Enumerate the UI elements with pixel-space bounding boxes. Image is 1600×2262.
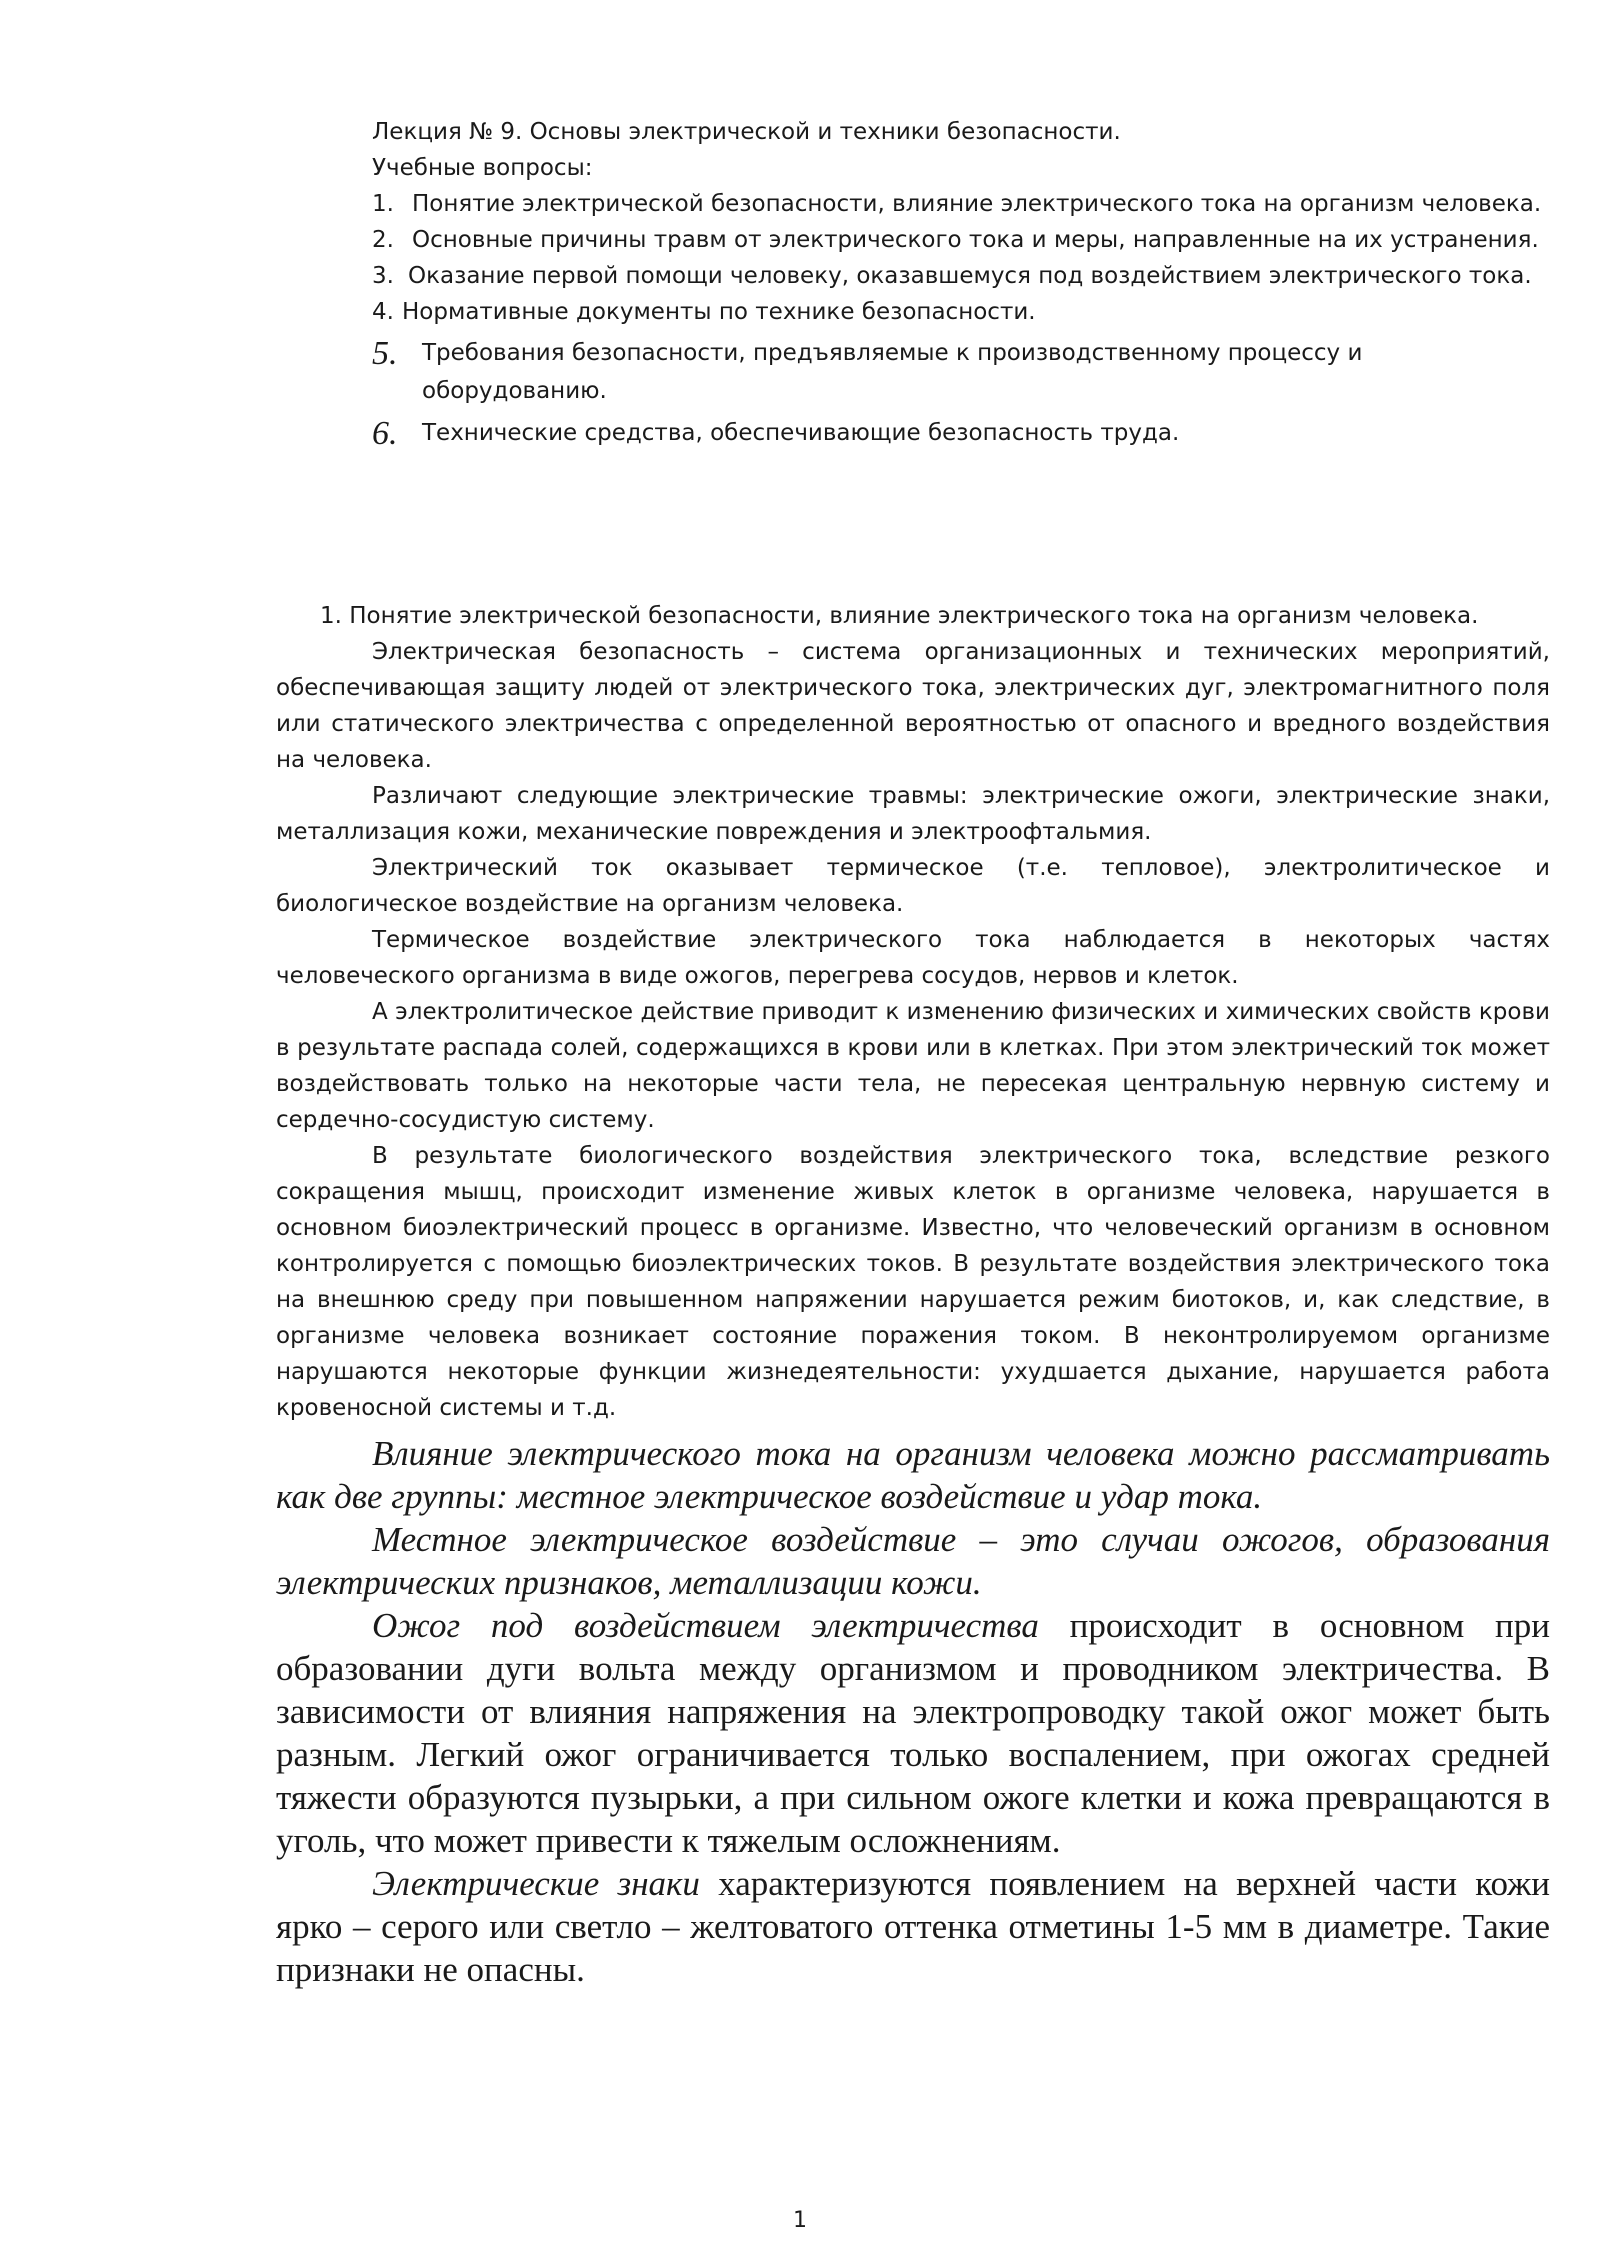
paragraph: Различают следующие электрические травмы: электрические ожоги, электрические знаки, металлизация кожи, механические повреждения и электроофтальмия.: [276, 783, 1550, 845]
paragraph: А электролитическое действие приводит к изменению физических и химических свойств крови в результате распада солей, содержащихся в крови или в клетках. При этом электрический ток может воздействовать только на некоторые части тела, не пересекая центральную нервную систему и сердечно-сосудистую систему.: [276, 999, 1550, 1133]
question-number: 3.: [372, 263, 394, 289]
impact-section: [276, 1432, 1550, 1991]
paragraph: Электрический ток оказывает термическое (т.е. тепловое), электролитическое и биологическое воздействие на организм человека.: [276, 855, 1550, 917]
question-item: [372, 186, 1550, 222]
lecture-title: Лекция № 9. Основы электрической и техники безопасности.: [372, 119, 1121, 145]
question-number: 5.: [372, 335, 398, 372]
section-body: [276, 598, 1550, 1426]
question-number: 4.: [372, 299, 394, 325]
question-text: Оказание первой помощи человеку, оказавшемуся под воздействием электрического тока.: [408, 263, 1532, 289]
question-item: [372, 414, 1550, 454]
question-number: 6.: [372, 415, 398, 452]
question-text: Нормативные документы по технике безопасности.: [402, 299, 1036, 325]
paragraph: Термическое воздействие электрического тока наблюдается в некоторых частях человеческого организма в виде ожогов, перегрева сосудов, нервов и клеток.: [276, 927, 1550, 989]
question-item: [372, 222, 1550, 258]
signs-term: Электрические знаки: [372, 1864, 700, 1903]
question-text: Основные причины травм от электрического тока и меры, направленные на их устранения.: [412, 227, 1539, 253]
lecture-header: [372, 114, 1550, 454]
question-text: Требования безопасности, предъявляемые к производственному процессу и оборудованию.: [422, 340, 1363, 404]
burn-term: Ожог под воздействием электричества: [372, 1606, 1039, 1645]
section-title: 1. Понятие электрической безопасности, влияние электрического тока на организм человека.: [320, 603, 1479, 629]
page-number: 1: [793, 2208, 807, 2233]
questions-label: Учебные вопросы:: [372, 155, 593, 181]
paragraph: В результате биологического воздействия электрического тока, вследствие резкого сокращения мышц, происходит изменение живых клеток в организме человека, нарушается в основном биоэлектрический процесс в организме. Известно, что человеческий организм в основном контролируется с помощью биоэлектрических токов. В результате воздействия электрического тока на внешнюю среду при повышенном напряжении нарушается режим биотоков, и, как следствие, в организме человека возникает состояние поражения током. В неконтролируемом организме нарушаются некоторые функции жизнедеятельности: ухудшается дыхание, нарушается работа кровеносной системы и т.д.: [276, 1143, 1550, 1421]
question-number: 2.: [372, 227, 394, 253]
question-item: [372, 294, 1550, 330]
question-text: Понятие электрической безопасности, влияние электрического тока на организм человека.: [412, 191, 1542, 217]
question-item: [372, 258, 1550, 294]
signs-paragraph: [276, 1862, 1550, 1991]
burn-text: происходит в основном при образовании дуги вольта между организмом и проводником электричества. В зависимости от влияния напряжения на электропроводку такой ожог может быть разным. Легкий ожог ограничивается только воспалением, при ожогах средней тяжести образуются пузырьки, а при сильном ожоге клетки и кожа превращаются в уголь, что может привести к тяжелым осложнениям.: [276, 1606, 1550, 1860]
italic-paragraph: Местное электрическое воздействие – это случаи ожогов, образования электрических признаков, металлизации кожи.: [276, 1520, 1550, 1602]
italic-paragraph: Влияние электрического тока на организм человека можно рассматривать как две группы: местное электрическое воздействие и удар тока.: [276, 1434, 1550, 1516]
burn-paragraph: [276, 1604, 1550, 1862]
paragraph: Электрическая безопасность – система организационных и технических мероприятий, обеспечивающая защиту людей от электрического тока, электрических дуг, электромагнитного поля или статического электричества с определенной вероятностью от опасного и вредного воздействия на человека.: [276, 639, 1550, 773]
signs-text: характеризуются появлением на верхней части кожи ярко – серого или светло – желтоватого оттенка отметины 1-5 мм в диаметре. Такие признаки не опасны.: [276, 1864, 1550, 1989]
question-number: 1.: [372, 191, 394, 217]
question-text: Технические средства, обеспечивающие безопасность труда.: [422, 420, 1180, 446]
question-item: [372, 334, 1550, 410]
